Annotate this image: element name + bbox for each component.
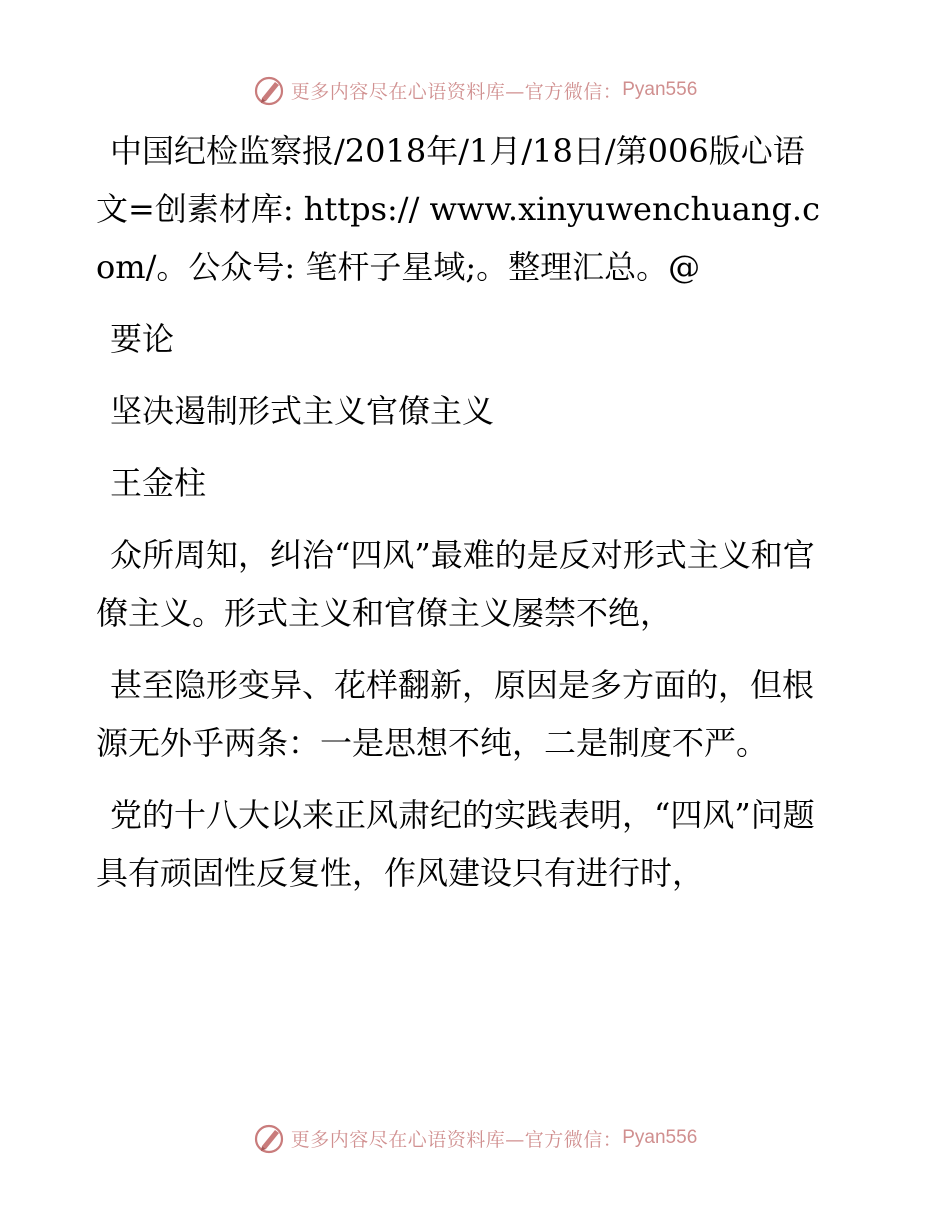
- paragraph-1: 众所周知，纠治“四风”最难的是反对形式主义和官僚主义。形式主义和官僚主义屡禁不绝，: [96, 536, 815, 632]
- watermark-wechat-id: Pyan556: [622, 1127, 698, 1148]
- paragraph-3: 党的十八大以来正风肃纪的实践表明，“四风”问题具有顽固性反复性，作风建设只有进行时，: [96, 796, 815, 892]
- header-watermark: [0, 70, 950, 110]
- watermark-wechat-id: Pyan556: [622, 79, 698, 100]
- document-body: [96, 122, 836, 902]
- watermark-text: 更多内容尽在心语资料库—官方微信：: [290, 1128, 623, 1151]
- pen-logo-icon: [253, 74, 285, 106]
- column-label: 要论: [110, 320, 175, 358]
- article-title: 坚决遏制形式主义官僚主义: [110, 392, 495, 430]
- author-name: 王金柱: [110, 464, 207, 502]
- watermark-text: 更多内容尽在心语资料库—官方微信：: [290, 80, 623, 103]
- pen-logo-icon: [253, 1122, 285, 1154]
- footer-watermark: [0, 1118, 950, 1158]
- source-line: 中国纪检监察报/2018年/1月/18日/第006版心语文=创素材库: https:// www.xinyuwenchuang.com/。公众号: 笔杆子星域;。整理汇总。@: [96, 132, 820, 286]
- paragraph-2: 甚至隐形变异、花样翻新，原因是多方面的，但根源无外乎两条：一是思想不纯，二是制度不严。: [96, 666, 815, 762]
